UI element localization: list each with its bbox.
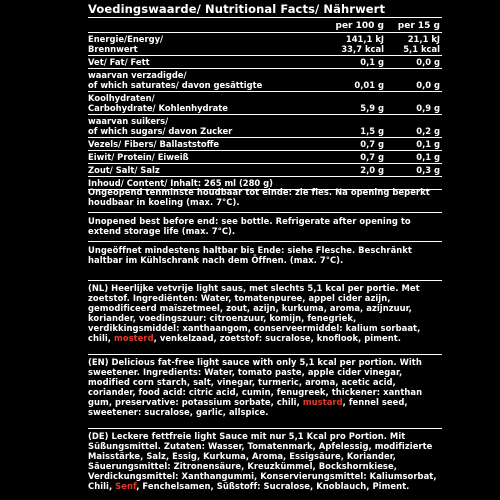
- value-per-15g: 0,3 g: [416, 165, 440, 175]
- nutrition-row: [88, 151, 442, 164]
- value-per-15g: 0,9 g: [416, 103, 440, 113]
- nutrition-row: [88, 33, 442, 56]
- value-per-15g: 0,0 g: [416, 57, 440, 67]
- value-per-100g: 141,1 kJ 33,7 kcal: [341, 34, 384, 54]
- nutrition-row: [88, 56, 442, 69]
- divider: [88, 212, 442, 213]
- ingredients-nl: (NL) Heerlijke vetvrije light saus, met slechts 5,1 kcal per portie. Met zoetstof. Ingrediënten: Water, tomatenpuree, appel cider azijn, gemodificeerd maïszetmeel, zout, azijn, kurkuma, aroma, azijnzuur, koriander, voedingszuur: citroenzuur, komijn, fenegriek, verdikkingsmiddel: xanthaangom, conserveermiddel: kalium sorbaat, chili, mosterd, venkelzaad, zoetstof: sucralose, knoflook, piment.: [88, 283, 421, 343]
- nutrient-label: waarvan verzadigde/ of which saturates/ davon gesättigte: [88, 70, 263, 90]
- value-per-15g: 21,1 kJ 5,1 kcal: [403, 34, 440, 54]
- allergen-mosterd: mosterd: [114, 333, 154, 343]
- value-per-100g: 2,0 g: [360, 165, 384, 175]
- ingredients-de: (DE) Leckere fettfreie light Sauce mit nur 5,1 Kcal pro Portion. Mit Süßungsmittel. Zutaten: Wasser, Tomatenmark, Apfelessig, modifizierte Maisstärke, Salz, Essig, Kurkuma, Aroma, Essigsäure, Koriander, Säuerungsmittel: Zitronensäure, Kreuzkümmel, Bockshornkiese, Verdickungsmittel: Xanthangummi, Konservierungsmittel: Kaliumsorbat, Chili, Senf, Fenchelsamen, Süßstoff: Sucralose, Knoblauch, Piment.: [88, 431, 437, 491]
- nutrition-title: Voedingswaarde/ Nutritional Facts/ Nährwert: [88, 2, 442, 18]
- nutrient-label: Koolhydraten/ Carbohydrate/ Kohlenhydrate: [88, 93, 228, 113]
- divider: [88, 280, 442, 281]
- value-per-15g: 0,2 g: [416, 126, 440, 136]
- value-per-15g: 0,1 g: [416, 139, 440, 149]
- value-per-100g: 0,7 g: [360, 152, 384, 162]
- nutrient-label: Energie/Energy/ Brennwert: [88, 34, 164, 54]
- column-per-100g: per 100 g: [335, 21, 384, 31]
- value-per-100g: 1,5 g: [360, 126, 384, 136]
- value-per-15g: 0,0 g: [416, 80, 440, 90]
- divider: [88, 241, 442, 242]
- nutrition-row: [88, 92, 442, 115]
- nutrition-row: [88, 138, 442, 151]
- value-per-100g: 0,1 g: [360, 57, 384, 67]
- divider: [88, 354, 442, 355]
- nutrient-label: Eiwit/ Protein/ Eiweiß: [88, 152, 189, 162]
- nutrient-label: Vezels/ Fibers/ Ballaststoffe: [88, 139, 220, 149]
- allergen-mustard: mustard: [302, 397, 343, 407]
- nutrition-row: [88, 115, 442, 138]
- ingredients-en: (EN) Delicious fat-free light sauce with only 5,1 kcal per portion. With sweetener. Ingredients: Water, tomato paste, apple cider vinegar, modified corn starch, salt, vinegar, turmeric, aroma, acetic acid, coriander, food acid: citric acid, cumin, fenugreek, thickener: xanthan gum, preservative: potassium sorbate, chili, mustard, fennel seed, sweetener: sucralose, garlic, allspice.: [88, 357, 423, 417]
- nutrition-row: [88, 164, 442, 177]
- value-per-100g: 0,01 g: [354, 80, 384, 90]
- nutrition-header-row: [88, 18, 442, 33]
- storage-de: Ungeöffnet mindestens haltbar bis Ende: siehe Flesche. Beschränkt haltbar im Kühlschrank nach dem Öffnen. (max. 7°C).: [88, 245, 412, 265]
- divider: [88, 428, 442, 429]
- column-per-15g: per 15 g: [397, 21, 440, 31]
- content-weight: Inhoud/ Content/ Inhalt: 265 ml (280 g): [88, 177, 442, 190]
- value-per-100g: 5,9 g: [360, 103, 384, 113]
- nutrient-label: Zout/ Salt/ Salz: [88, 165, 160, 175]
- nutrition-rows: [88, 33, 442, 177]
- nutrient-label: Vet/ Fat/ Fett: [88, 57, 150, 67]
- nutrition-facts-table: [88, 2, 442, 190]
- storage-nl: Ongeopend tenminste houdbaar tot einde: zie fles. Na opening beperkt houdbaar in koeling (max. 7°C).: [88, 187, 430, 207]
- storage-en: Unopened best before end: see bottle. Refrigerate after opening to extend storage life (max. 7°C).: [88, 216, 411, 236]
- allergen-senf: Senf: [115, 481, 137, 491]
- value-per-15g: 0,1 g: [416, 152, 440, 162]
- nutrient-label: waarvan suikers/ of which sugars/ davon Zucker: [88, 116, 233, 136]
- nutrition-row: [88, 69, 442, 92]
- value-per-100g: 0,7 g: [360, 139, 384, 149]
